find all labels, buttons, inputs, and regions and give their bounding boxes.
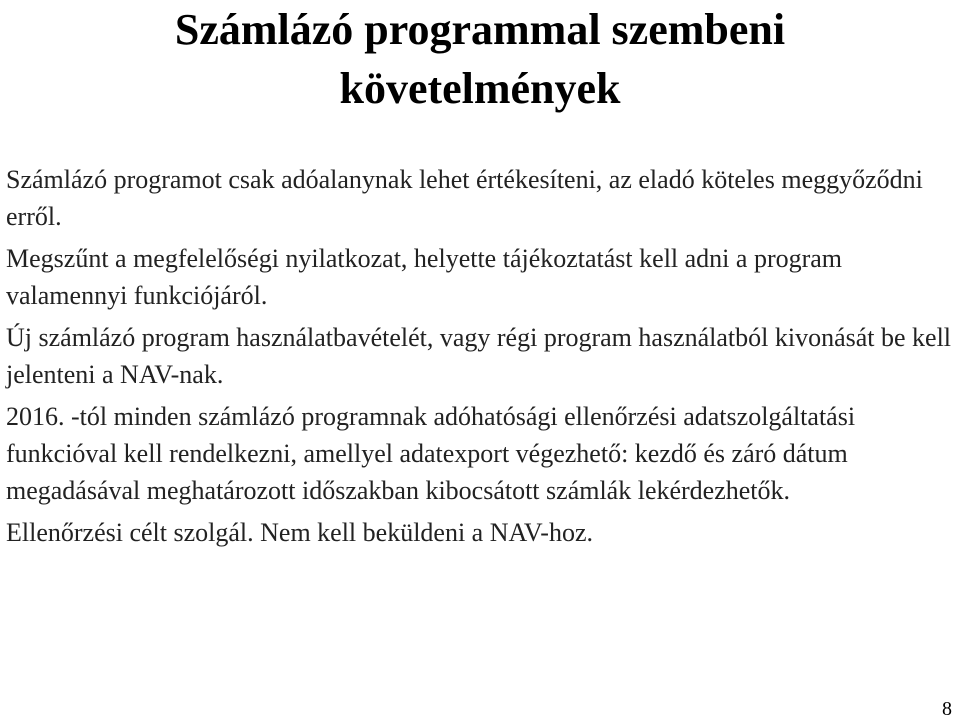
slide-body bbox=[6, 161, 956, 556]
paragraph-information-duty: Megszűnt a megfelelőségi nyilatkozat, helyette tájékoztatást kell adni a program valamennyi funkciójáról. bbox=[6, 244, 843, 310]
paragraph-nav-notification: Új számlázó program használatbavételét, vagy régi program használatból kivonását be kell jelenteni a NAV-nak. bbox=[6, 323, 952, 389]
slide-title-line-2: követelmények bbox=[339, 64, 621, 113]
paragraph-seller-obligation: Számlázó programot csak adóalanynak lehet értékesíteni, az eladó köteles meggyőződni erről. bbox=[6, 165, 923, 231]
paragraph-control-purpose: Ellenőrzési célt szolgál. Nem kell beküldeni a NAV-hoz. bbox=[6, 518, 594, 547]
paragraph-data-export: 2016. -tól minden számlázó programnak adóhatósági ellenőrzési adatszolgáltatási funkcióval kell rendelkezni, amellyel adatexport végezhető: kezdő és záró dátum megadásával meghatározott időszakban kibocsátott számlák lekérdezhetők. bbox=[6, 402, 856, 505]
slide-title-line-1: Számlázó programmal szembeni bbox=[174, 5, 786, 54]
slide-title bbox=[0, 0, 960, 118]
page-number: 8 bbox=[942, 698, 952, 720]
